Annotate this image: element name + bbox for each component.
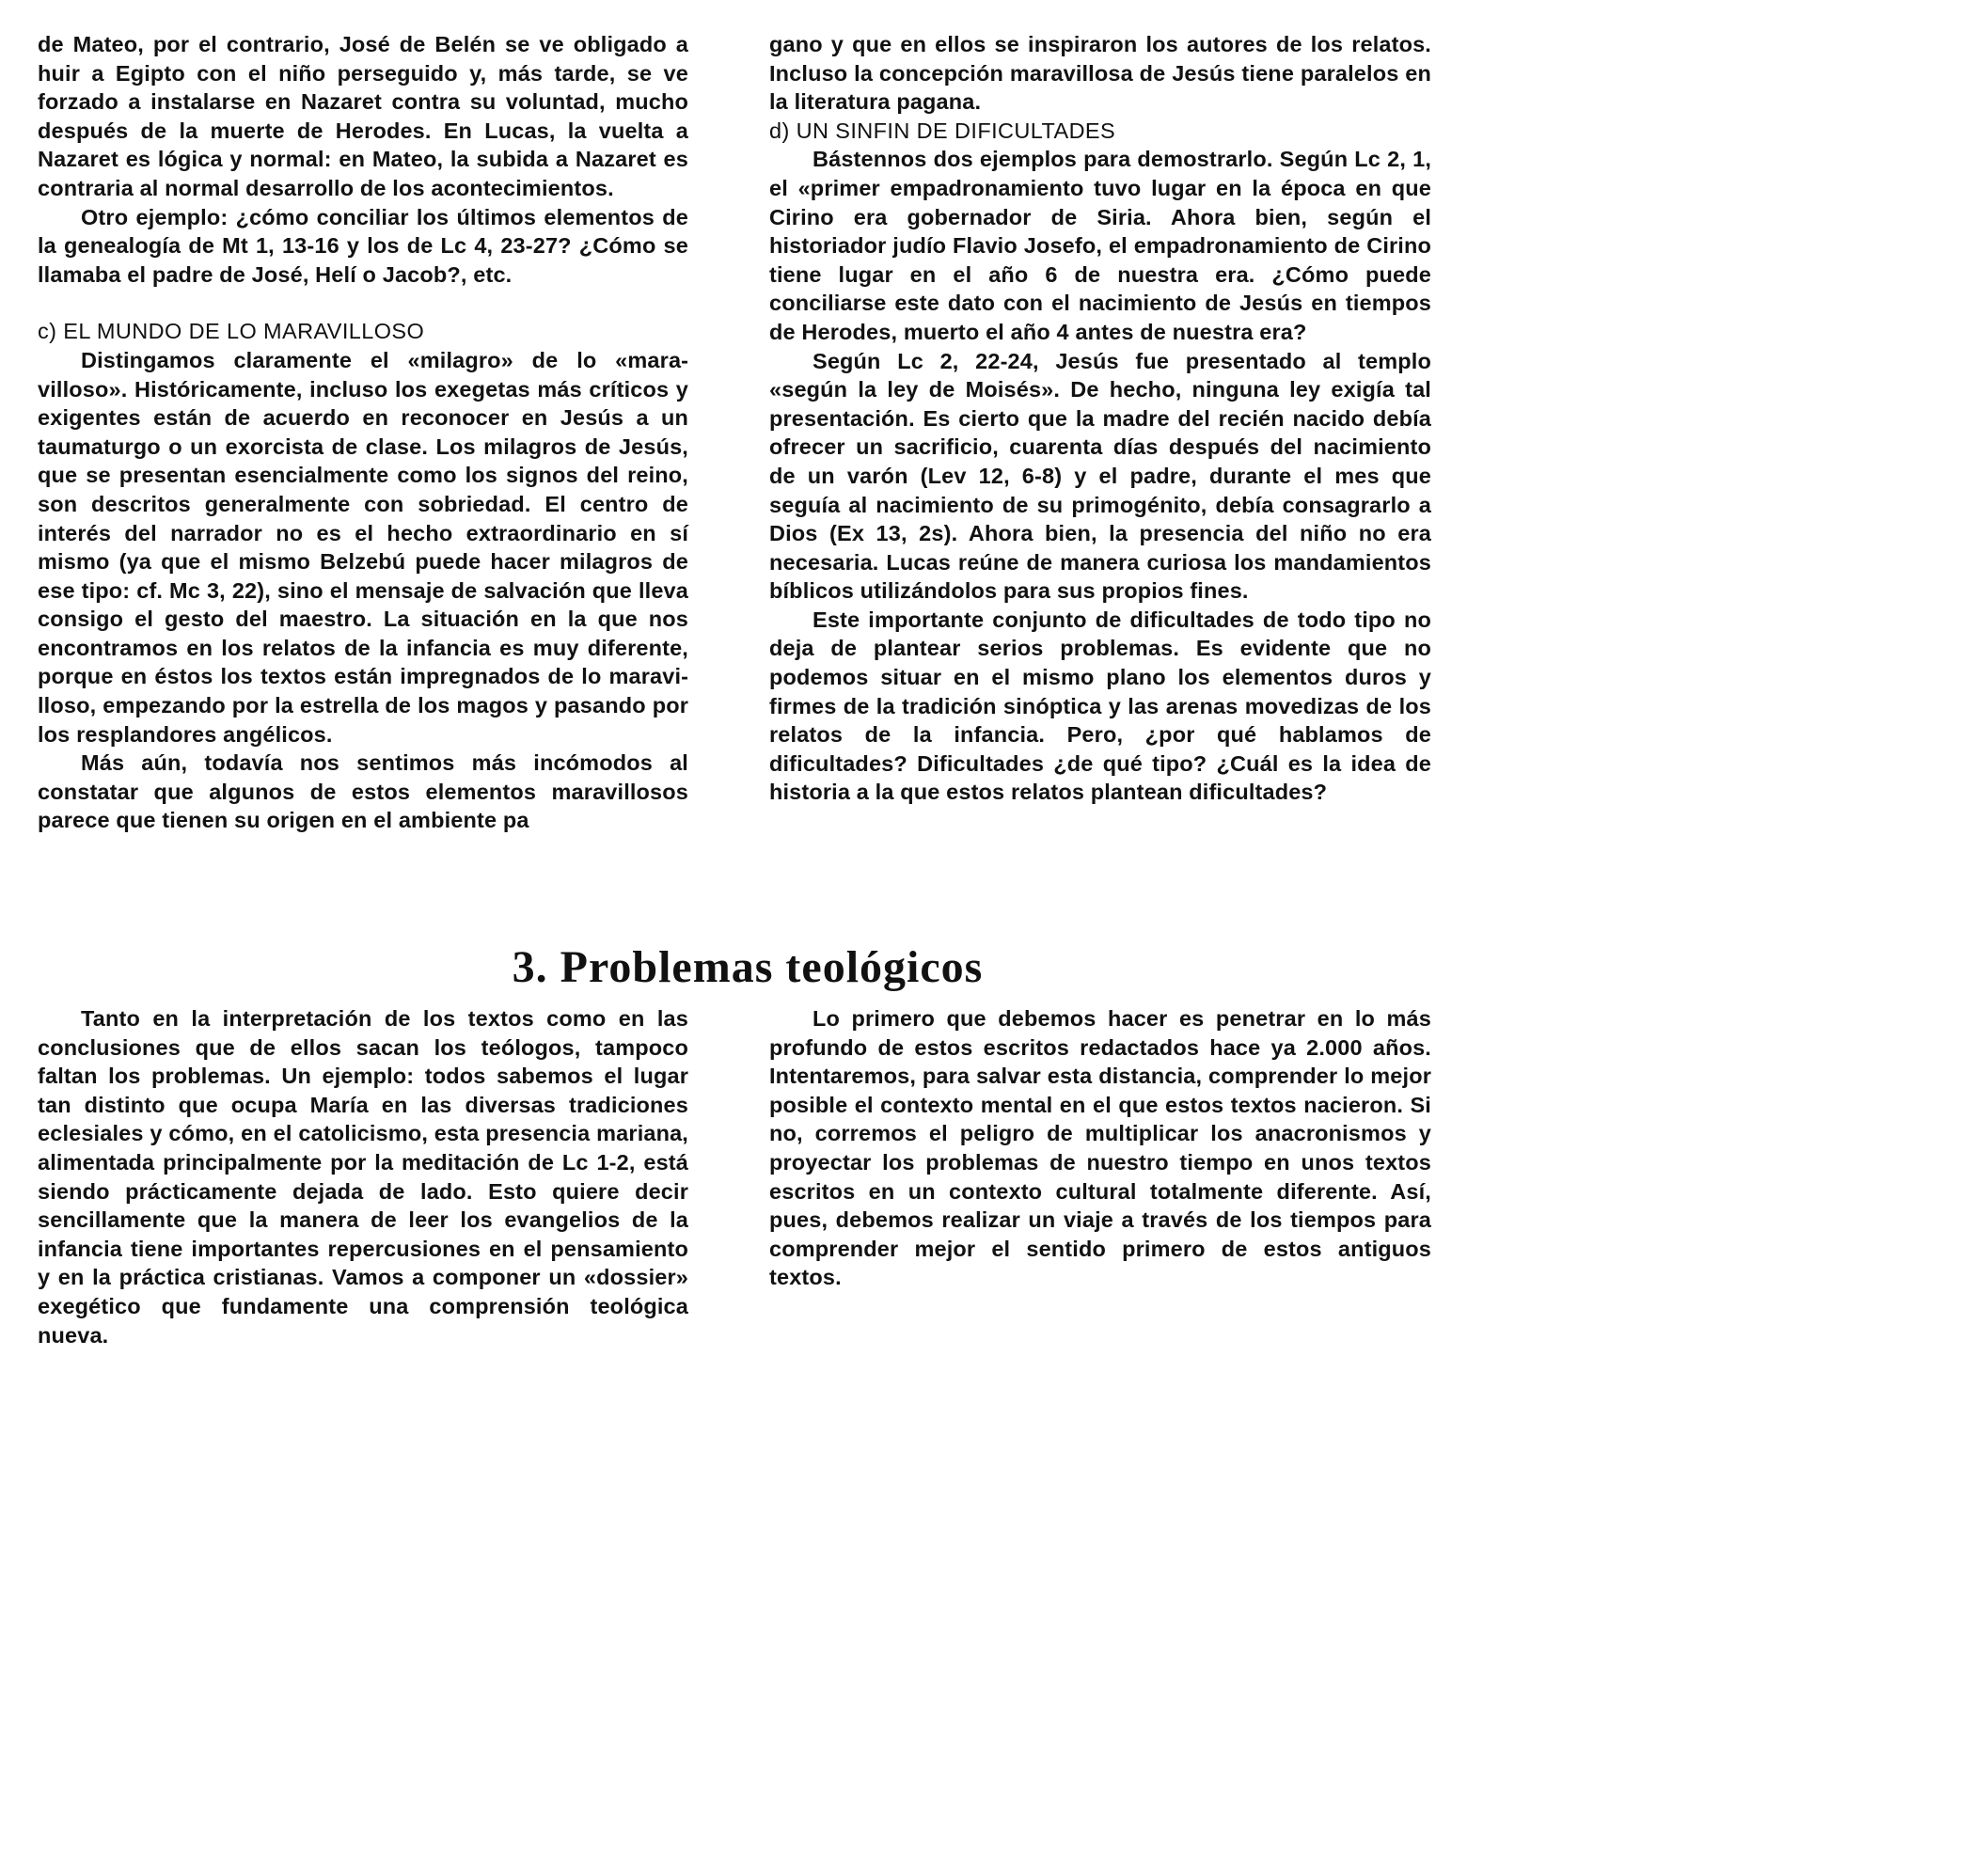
spacer bbox=[38, 289, 688, 317]
heading-sinfin-dificultades: d) UN SINFIN DE DIFICULTADES bbox=[769, 118, 1116, 143]
bottom-left-column bbox=[38, 1004, 688, 1349]
paragraph-problemas-teologicos: Tanto en la interpretación de los textos como en las conclusiones que de ellos sacan los teólogos, tampoco faltan los problemas. Un ejemplo: todos sabemos el lugar tan distinto que ocupa María en las diversas tradiciones eclesiales y cómo, en el catolicismo, esta presencia mariana, alimentada principalmente por la meditación de Lc 1-2, está siendo prácticamente dejada de lado. Esto quiere decir sencillamente que la manera de leer los evangelios de la infancia tiene importantes repercusiones en el pensamiento y en la práctica cristianas. Vamos a componer un «dossier» exegético que fundamente una comprensión teológica nueva. bbox=[38, 1006, 688, 1348]
paragraph-mas-aun: Más aún, todavía nos sentimos más incómodos al constatar que algunos de estos elementos maravillosos parece que tienen su origen en el ambiente pa bbox=[38, 750, 688, 833]
paragraph-milagro-maravilloso: Distingamos claramente el «milagro» de lo «maravilloso». Históricamente, incluso los exegetas más críticos y exigentes están de acuerdo en reconocer en Jesús a un taumaturgo o un exorcista de clase. Los milagros de Jesús, que se presentan esencialmente como los signos del reino, son descritos generalmente con sobriedad. El centro de interés del narrador no es el hecho extraordinario en sí mismo (ya que el mismo Belzebú puede hacer milagros de ese tipo: cf. Mc 3, 22), sino el mensaje de salvación que lleva consigo el gesto del maestro. La situación en la que nos encontramos en los relatos de la infancia es muy diferente, porque en éstos los textos están impregnados de lo maravilloso, empezando por la estrella de los magos y pasando por los resplandores angélicos. bbox=[38, 347, 688, 747]
top-right-column bbox=[769, 30, 1431, 807]
paragraph-penetrar-escritos: Lo primero que debemos hacer es penetrar en lo más profundo de estos escritos redactados hace ya 2.000 años. Intentaremos, para salvar esta distancia, comprender lo mejor posible el contexto mental en el que estos textos nacieron. Si no, corremos el peligro de multiplicar los anacronismos y proyectar los problemas de nuestro tiempo en unos textos escritos en un contexto cultural totalmente diferente. Así, pues, debemos realizar un viaje a través de los tiempos para comprender mejor el sentido primero de estos antiguos textos. bbox=[769, 1006, 1431, 1290]
paragraph-conjunto-dificultades: Este importante conjunto de dificultades de todo tipo no deja de plantear serios problemas. Es evidente que no podemos situar en el mismo plano los elementos duros y firmes de la tradición sinóptica y las arenas movedizas de los relatos de la infancia. Pero, ¿por qué hablamos de dificultades? Dificultades ¿de qué tipo? ¿Cuál es la idea de historia a la que estos relatos plantean dificultades? bbox=[769, 607, 1431, 805]
paragraph-empadronamiento: Bástennos dos ejemplos para demostrarlo. Según Lc 2, 1, el «primer empadronamiento tuvo lugar en la época en que Cirino era gobernador de Siria. Ahora bien, según el historiador judío Flavio Josefo, el empadronamiento de Cirino tiene lugar en el año 6 de nuestra era. ¿Cómo puede conciliarse este dato con el nacimiento de Jesús en tiempos de Herodes, muerto el año 4 antes de nuestra era? bbox=[769, 147, 1431, 344]
paragraph-mateo-lucas: de Mateo, por el contrario, José de Belén se ve obligado a huir a Egipto con el niño perseguido y, más tarde, se ve forzado a instalarse en Nazaret contra su voluntad, mucho después de la muerte de Herodes. En Lucas, la vuelta a Nazaret es lógica y normal: en Mateo, la subida a Nazaret es contraria al normal desarrollo de los acontecimientos. bbox=[38, 32, 688, 200]
section-title: 3. Problemas teológicos bbox=[512, 942, 984, 992]
paragraph-presentacion-templo: Según Lc 2, 22-24, Jesús fue presentado al templo «según la ley de Moisés». De hecho, ninguna ley exigía tal presentación. Es cierto que la madre del recién nacido debía ofrecer un sacrificio, cuarenta días después del nacimiento de un varón (Lev 12, 6-8) y el padre, durante el mes que seguía al nacimiento de su primogénito, debía consagrarlo a Dios (Ex 13, 2s). Ahora bien, la presencia del niño no era necesaria. Lucas reúne de manera curiosa los mandamientos bíblicos utilizándolos para sus propios fines. bbox=[769, 348, 1431, 604]
heading-mundo-maravilloso: c) EL MUNDO DE LO MARAVILLOSO bbox=[38, 319, 425, 344]
paragraph-otro-ejemplo: Otro ejemplo: ¿cómo conciliar los últimos elementos de la genealogía de Mt 1, 13-16 y los de Lc 4, 23-27? ¿Cómo se llamaba el padre de José, Helí o Jacob?, etc. bbox=[38, 204, 688, 287]
bottom-right-column bbox=[769, 1004, 1431, 1292]
top-left-column bbox=[38, 30, 688, 835]
paragraph-continuation: gano y que en ellos se inspiraron los autores de los relatos. Incluso la concepción maravillosa de Jesús tiene paralelos en la literatura pagana. bbox=[769, 32, 1431, 115]
